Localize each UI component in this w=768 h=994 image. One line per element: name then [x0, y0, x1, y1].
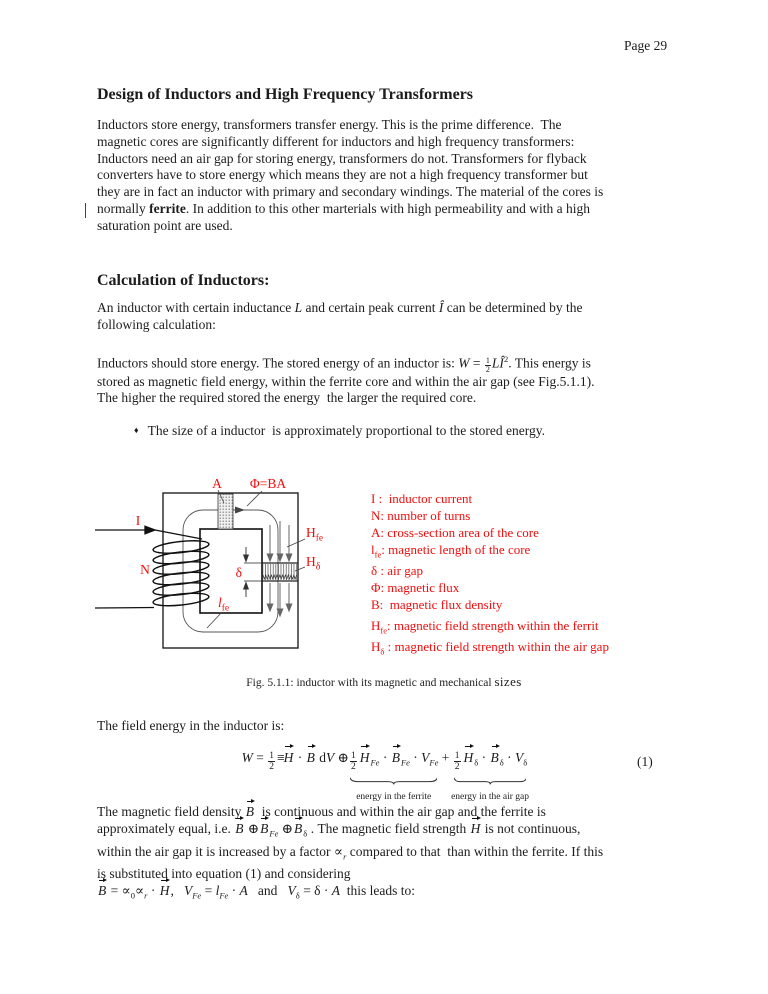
- text-line: they are in fact an inductor with primary and secondary windings. The material of the cores is: [97, 184, 604, 200]
- field-energy-intro: The field energy in the inductor is:: [97, 718, 285, 733]
- page-number: Page 29: [624, 38, 668, 53]
- label-n: N: [140, 562, 150, 577]
- core-window: [200, 529, 262, 613]
- label-a: A: [212, 476, 222, 491]
- paragraph-inductance: [97, 300, 582, 334]
- text-line: $B = \propto_0\propto_r \cdot H$, $V_{Fe} = l_{Fe} \cdot A$ and $V_\delta = \delta \cdot A$ this leads to:: [98, 883, 416, 902]
- caption-emphasis: sizes: [494, 674, 522, 689]
- underbrace-label-ferrite: energy in the ferrite: [356, 792, 432, 802]
- text-line: The higher the required stored the energy the larger the required core.: [97, 390, 477, 406]
- label-hfe: $H_{fe}$: [306, 525, 324, 544]
- text-line: approximately equal, i.e. B $\oplus B_{Fe}$ $\oplus B_\delta$ . The magnetic field strength H is not continuous,: [97, 821, 581, 839]
- figure-legend: [371, 491, 609, 661]
- underbrace-airgap: [454, 777, 527, 785]
- figure-caption: Fig. 5.1.1: inductor with its magnetic and mechanical sizes: [246, 674, 522, 689]
- equation-plus: +: [438, 750, 453, 765]
- equation-term-airgap: $\frac{1}{2}$ $H_\delta \cdot B_\delta \cdot V_\delta$ energy in the air gap: [453, 748, 528, 773]
- field-arrows-below: [267, 583, 292, 616]
- revision-change-bar: [85, 203, 86, 218]
- label-hdelta: $H_\delta$: [306, 554, 321, 573]
- equation-lhs: W = $\frac{1}{2}$ ≡H · B dV ⊕: [241, 750, 349, 773]
- closing-paragraph: [97, 803, 603, 905]
- flux-arrow: [235, 507, 245, 514]
- label-lfe: $l_{fe}$: [218, 595, 230, 614]
- underbrace-ferrite: [350, 777, 437, 785]
- text-line: within the air gap it is increased by a factor $\propto_r$ compared to that than within the ferrite. If this: [97, 843, 604, 862]
- legend-line: N: number of turns: [371, 507, 471, 523]
- paragraph-stored-energy: [97, 351, 594, 407]
- bullet-text: The size of a inductor is approximately proportional to the stored energy.: [147, 423, 545, 438]
- text-line: magnetic cores are significantly different for inductors and high frequency transformers:: [97, 133, 575, 149]
- current-lead-bottom: [95, 608, 154, 609]
- legend-line: $l_{fe}$: magnetic length of the core: [371, 541, 531, 560]
- text-line: stored as magnetic field energy, within the ferrite core and within the air gap (see Fig.5.1.1).: [97, 373, 595, 389]
- equation-number: (1): [637, 754, 653, 769]
- current-lead-top: [95, 526, 202, 539]
- bullet-marker: ♦: [134, 425, 139, 435]
- text-line: Inductors need an air gap for storing energy, transformers do not. Transformers for flyback: [97, 150, 587, 166]
- equation-1: [97, 748, 672, 802]
- legend-line: δ : air gap: [371, 563, 423, 579]
- text-line: following calculation:: [97, 316, 216, 332]
- text-line: Inductors store energy, transformers transfer energy. This is the prime difference. The: [97, 117, 562, 132]
- field-arrows-above: [267, 521, 292, 561]
- section-heading: Calculation of Inductors:: [97, 272, 270, 289]
- legend-line: B: magnetic flux density: [371, 597, 503, 613]
- text-line: An inductor with certain inductance L and certain peak current Î can be determined by the: [97, 300, 583, 315]
- text-line: normally ferrite. In addition to this other marterials with high permeability and with a high: [97, 200, 591, 216]
- legend-line: A: cross-section area of the core: [371, 524, 539, 540]
- bullet-item: [134, 423, 545, 439]
- document-title: Design of Inductors and High Frequency Transformers: [97, 86, 474, 103]
- inductor-diagram-svg: [90, 475, 355, 690]
- legend-line: $H_\delta$ : magnetic field strength within the air gap: [371, 639, 609, 658]
- legend-line: Φ: magnetic flux: [371, 580, 460, 596]
- legend-line: $H_{fe}$: magnetic field strength within the ferrit: [371, 617, 599, 636]
- text-line: is substituted into equation (1) and considering: [97, 866, 351, 882]
- text-line: The magnetic field density B is continuous and within the air gap and the ferrite is: [97, 804, 546, 819]
- cross-section-strip: [218, 494, 233, 529]
- label-i: I: [135, 513, 141, 528]
- text-line: saturation point are used.: [97, 217, 233, 233]
- label-delta: δ: [235, 565, 242, 580]
- label-phi: Φ=BA: [249, 476, 287, 491]
- intro-paragraph: [97, 117, 603, 235]
- text-line: Inductors should store energy. The stored energy of an inductor is: W = $\frac{1}{2}$ $LÎ^2$. This energy is: [97, 354, 591, 374]
- text-line: converters have to store energy which means they are not a high frequency transformer but: [97, 167, 588, 183]
- equation-term-ferrite: $\frac{1}{2}$ $H_{Fe} \cdot B_{Fe} \cdot V_{Fe}$ energy in the ferrite: [349, 748, 438, 773]
- underbrace-label-airgap: energy in the air gap: [451, 792, 529, 802]
- legend-line: I : inductor current: [371, 491, 473, 506]
